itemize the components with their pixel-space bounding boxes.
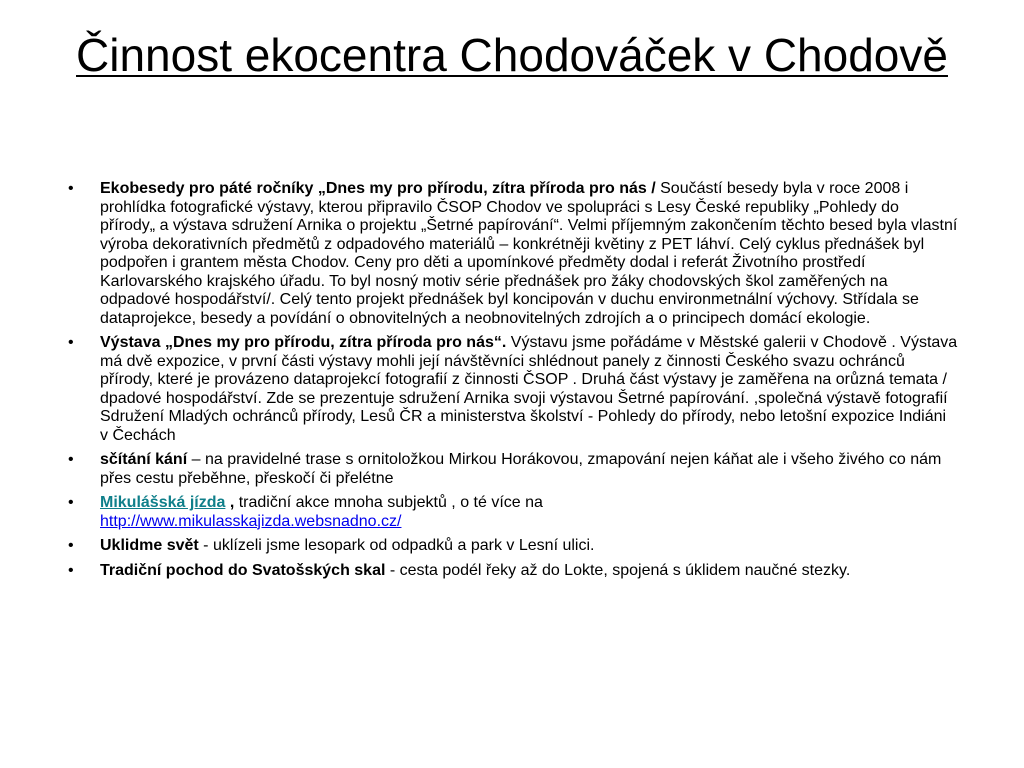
- item-separator: ,: [225, 494, 239, 511]
- item-heading: Tradiční pochod do Svatošských skal: [100, 561, 386, 579]
- item-text: – na pravidelné trase s ornitoložkou Mirkou Horákovou, zmapování nejen káňat ale i všeho živého co nám přes cestu přeběhne, přeskočí či přelétne: [100, 451, 942, 487]
- item-text: Výstavu jsme pořádáme v Městské galerii v Chodově . Výstava má dvě expozice, v první části výstavy mohli její návštěvníci shlédnout panely z činnosti Českého svazu ochránců přírody, které je provázeno dataprojekcí fotografií z činnosti ČSOP . Druhá část výstavy je zaměřena na orůzná temata / dpadové hospodářství. Zde se prezentuje sdružení Arnika svoji výstavou Šetrné papírování. ,společná výstavě fotografií Sdružení Mladých ochránců přírody, Lesů ČR a ministerstva školství - Pohledy do přírody, nebo letošní expozice Indiáni v Čechách: [100, 334, 958, 444]
- bullet-list: [68, 180, 958, 580]
- slide-content: [68, 180, 958, 586]
- item-text: Součástí besedy byla v roce 2008 i prohlídka fotografické výstavy, kterou připravilo ČSOP Chodov ve spolupráci s Lesy České republiky „Pohledy do přírody„ a výstava sdružení Arnika o projektu „Šetrné papírování“. Velmi příjemným zakončením těchto besed byla vlastní výroba dekorativních předmětů z odpadového materiálů – konkrétněji květiny z PET láhví. Celý cyklus přednášek byl podpořen i grantem města Chodov. Ceny pro děti a upomínkové předměty dodal i referát Životního prostředí Karlovarského krajského úřadu. To byl nosný motiv série přednášek pro žáky chodovských škol zaměřených na odpadové hospodářství/. Celý tento projekt přednášek byl koncipován v duchu environmetnální výchovy. Střídala se dataprojekce, besedy a povídání o obnovitelných a neobnovitelných zdrojích a o principech domácí ekologie.: [100, 180, 958, 327]
- bullet-icon: •: [68, 334, 74, 351]
- item-heading: Výstava „Dnes my pro přírodu, zítra příroda pro nás“.: [100, 334, 507, 351]
- bullet-icon: •: [68, 561, 74, 579]
- item-heading: Uklidme svět: [100, 537, 199, 554]
- mikulasska-jizda-link[interactable]: Mikulášská jízda: [100, 494, 226, 511]
- item-heading: sčítání kání: [100, 451, 188, 468]
- list-item-uklidme-svet: [68, 537, 958, 556]
- list-item-mikulasska-jizda: [68, 494, 958, 531]
- list-item-scitani-kani: [68, 451, 958, 488]
- bullet-icon: •: [68, 494, 74, 511]
- slide-title: Činnost ekocentra Chodováček v Chodově: [76, 29, 948, 81]
- bullet-icon: •: [68, 180, 74, 197]
- list-item-vystava: [68, 334, 958, 445]
- item-heading: Ekobesedy pro páté ročníky „Dnes my pro přírodu, zítra příroda pro nás /: [100, 180, 661, 197]
- item-text: tradiční akce mnoha subjektů , o té více na: [238, 494, 543, 511]
- item-text: - cesta podél řeky až do Lokte, spojená s úklidem naučné stezky.: [385, 561, 851, 579]
- item-text: - uklízeli jsme lesopark od odpadků a park v Lesní ulici.: [198, 537, 595, 554]
- list-item-pochod: [68, 562, 958, 581]
- mikulasska-jizda-url-link[interactable]: http://www.mikulasskajizda.websnadno.cz/: [100, 512, 402, 530]
- bullet-icon: •: [68, 451, 74, 468]
- bullet-icon: •: [68, 537, 74, 554]
- list-item-ekobesedy: [68, 180, 958, 328]
